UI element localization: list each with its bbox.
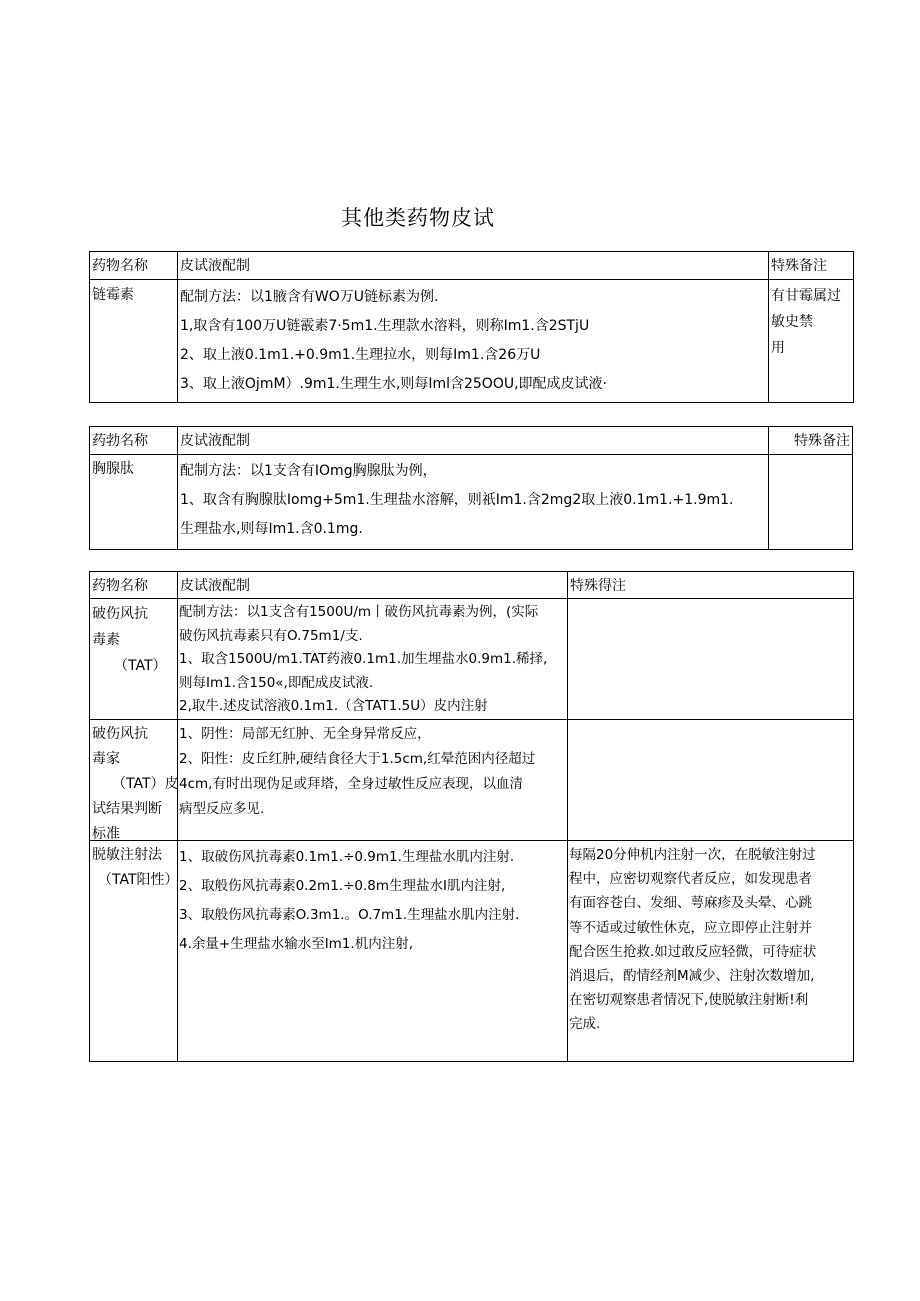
drug-line: 破伤风抗	[92, 606, 148, 622]
remark-line: 在密切观察患者情况下,使脱敏注射断!利	[569, 992, 809, 1009]
remark-line: 程中，应密切观察代者反应，如发现患者	[569, 871, 812, 888]
drug-line: 标准	[92, 826, 120, 842]
prep-line: 4.余量+生理盐水输水至Im1.机内注射,	[179, 936, 413, 952]
header-remarks: 特殊备注	[771, 258, 827, 274]
drug-line: （TAT）皮	[112, 776, 179, 792]
drug-name	[92, 843, 179, 893]
prep-line: 配制方法：以1支含有1500U∕m丨破伤风抗毒素为例，(实际	[179, 604, 539, 620]
remark-text	[771, 283, 841, 361]
remark-line: 配合医生抢救.如过敢反应轻微，可待症状	[569, 943, 817, 960]
prep-line: 3、取上液OjmM）.9m1.生理生水,则每Iml含25OOU,即配成皮试液·	[180, 376, 607, 392]
remark-line: 敏史禁	[771, 314, 813, 330]
drug-name	[92, 601, 167, 679]
drug-line: 毒素	[92, 632, 120, 648]
preparation-text	[179, 722, 535, 822]
prep-line: 3、取般伤风抗毒素O.3m1.。O.7m1.生理盐水肌内注射.	[179, 907, 520, 923]
prep-line: 则每Im1.含150«,即配成皮试液.	[179, 674, 374, 691]
remark-line: 消退后，酌情经剂M减少、注射次数增加,	[569, 968, 815, 985]
table-thymosin	[89, 426, 853, 550]
remark-line: 每隔20分伸机内注射一次，在脱敏注射过	[569, 847, 816, 863]
drug-name: 链霉素	[92, 287, 134, 303]
prep-line: 配制方法：以1腋含有WO万U链标素为例.	[180, 289, 439, 305]
prep-line: 2、取般伤风抗毒素0.2m1.÷0.8m生理盐水I肌内注射,	[179, 878, 506, 894]
drug-line: 脱敏注射法	[92, 847, 162, 863]
prep-line: 1、取含有胸腺肽Iomg+5m1.生理盐水溶解，则祇Im1.含2mg2取上液0.1m1.+1.9m1.	[180, 492, 734, 508]
header-drug-name: 药勃名称	[92, 433, 148, 449]
drug-line: 破伤风抗	[92, 726, 148, 742]
header-remarks: 特殊备注	[794, 433, 850, 449]
preparation-text	[180, 283, 607, 399]
prep-line: 2、取上液0.1m1.+0.9m1.生理拉水，则每Im1.含26万U	[180, 347, 541, 363]
header-preparation: 皮试液配制	[180, 578, 250, 594]
drug-line: （TAT阳性）	[98, 872, 179, 888]
prep-line: 1、取破伤风抗毒素0.1m1.÷0.9m1.生理盐水肌内注射.	[179, 849, 515, 865]
page-title: 其他类药物皮试	[341, 206, 495, 230]
table-streptomycin	[89, 251, 854, 403]
prep-line: 2、阳性：皮丘红肿,硬结食径大于1.5cm,红晕范困内径超过	[179, 751, 536, 767]
drug-name	[92, 722, 179, 847]
prep-line: 生理盐水,则每Im1.含0.1mg.	[180, 521, 363, 537]
table-tetanus-antitoxin	[89, 571, 854, 1062]
prep-line: 4cm,有时出现伪足或拜塔，全身过敏性反应表现，以血清	[179, 776, 523, 792]
preparation-text	[179, 601, 547, 719]
remark-text	[569, 843, 816, 1037]
header-preparation: 皮试液配制	[180, 433, 250, 449]
preparation-text	[180, 457, 733, 544]
header-preparation: 皮试液配制	[180, 258, 250, 274]
prep-line: 病型反应多见.	[179, 801, 265, 817]
remark-line: 有甘霉属过	[771, 288, 841, 304]
prep-line: 2,取牛.述皮试溶液0.1m1.（含TAT1.5U）皮内注射	[179, 698, 488, 714]
prep-line: 1,取含有100万U链霰素7·5m1.生理款水溶料，则称Im1.含2STjU	[180, 318, 590, 334]
header-drug-name: 药物名称	[92, 258, 148, 274]
prep-line: 1、阴性：局部无红肿、无全身异常反应，	[179, 726, 431, 742]
prep-line: 1、取含1500U∕m1.TAT药液0.1m1.加生埋盐水0.9m1.稀择,	[179, 651, 548, 667]
prep-line: 破伤风抗毒素只有O.75m1∕支.	[179, 627, 363, 644]
preparation-text	[179, 843, 519, 959]
header-drug-name: 药物名称	[92, 578, 148, 594]
header-remarks: 特殊得注	[570, 578, 626, 594]
drug-line: 毒家	[92, 751, 120, 767]
drug-line: （TAT）	[114, 658, 167, 674]
remark-line: 等不适或过敏性休克，应立即停止注射并	[569, 919, 812, 936]
drug-line: 试结果判断	[92, 801, 162, 817]
prep-line: 配制方法：以1支含有IOmg胸腺肽为例，	[180, 463, 437, 479]
drug-name: 胸腺肽	[92, 461, 134, 477]
remark-line: 有面容苍白、发细、萼麻疹及头晕、心跳	[569, 895, 812, 912]
remark-line: 完成.	[569, 1016, 601, 1033]
remark-line: 用	[771, 340, 785, 356]
